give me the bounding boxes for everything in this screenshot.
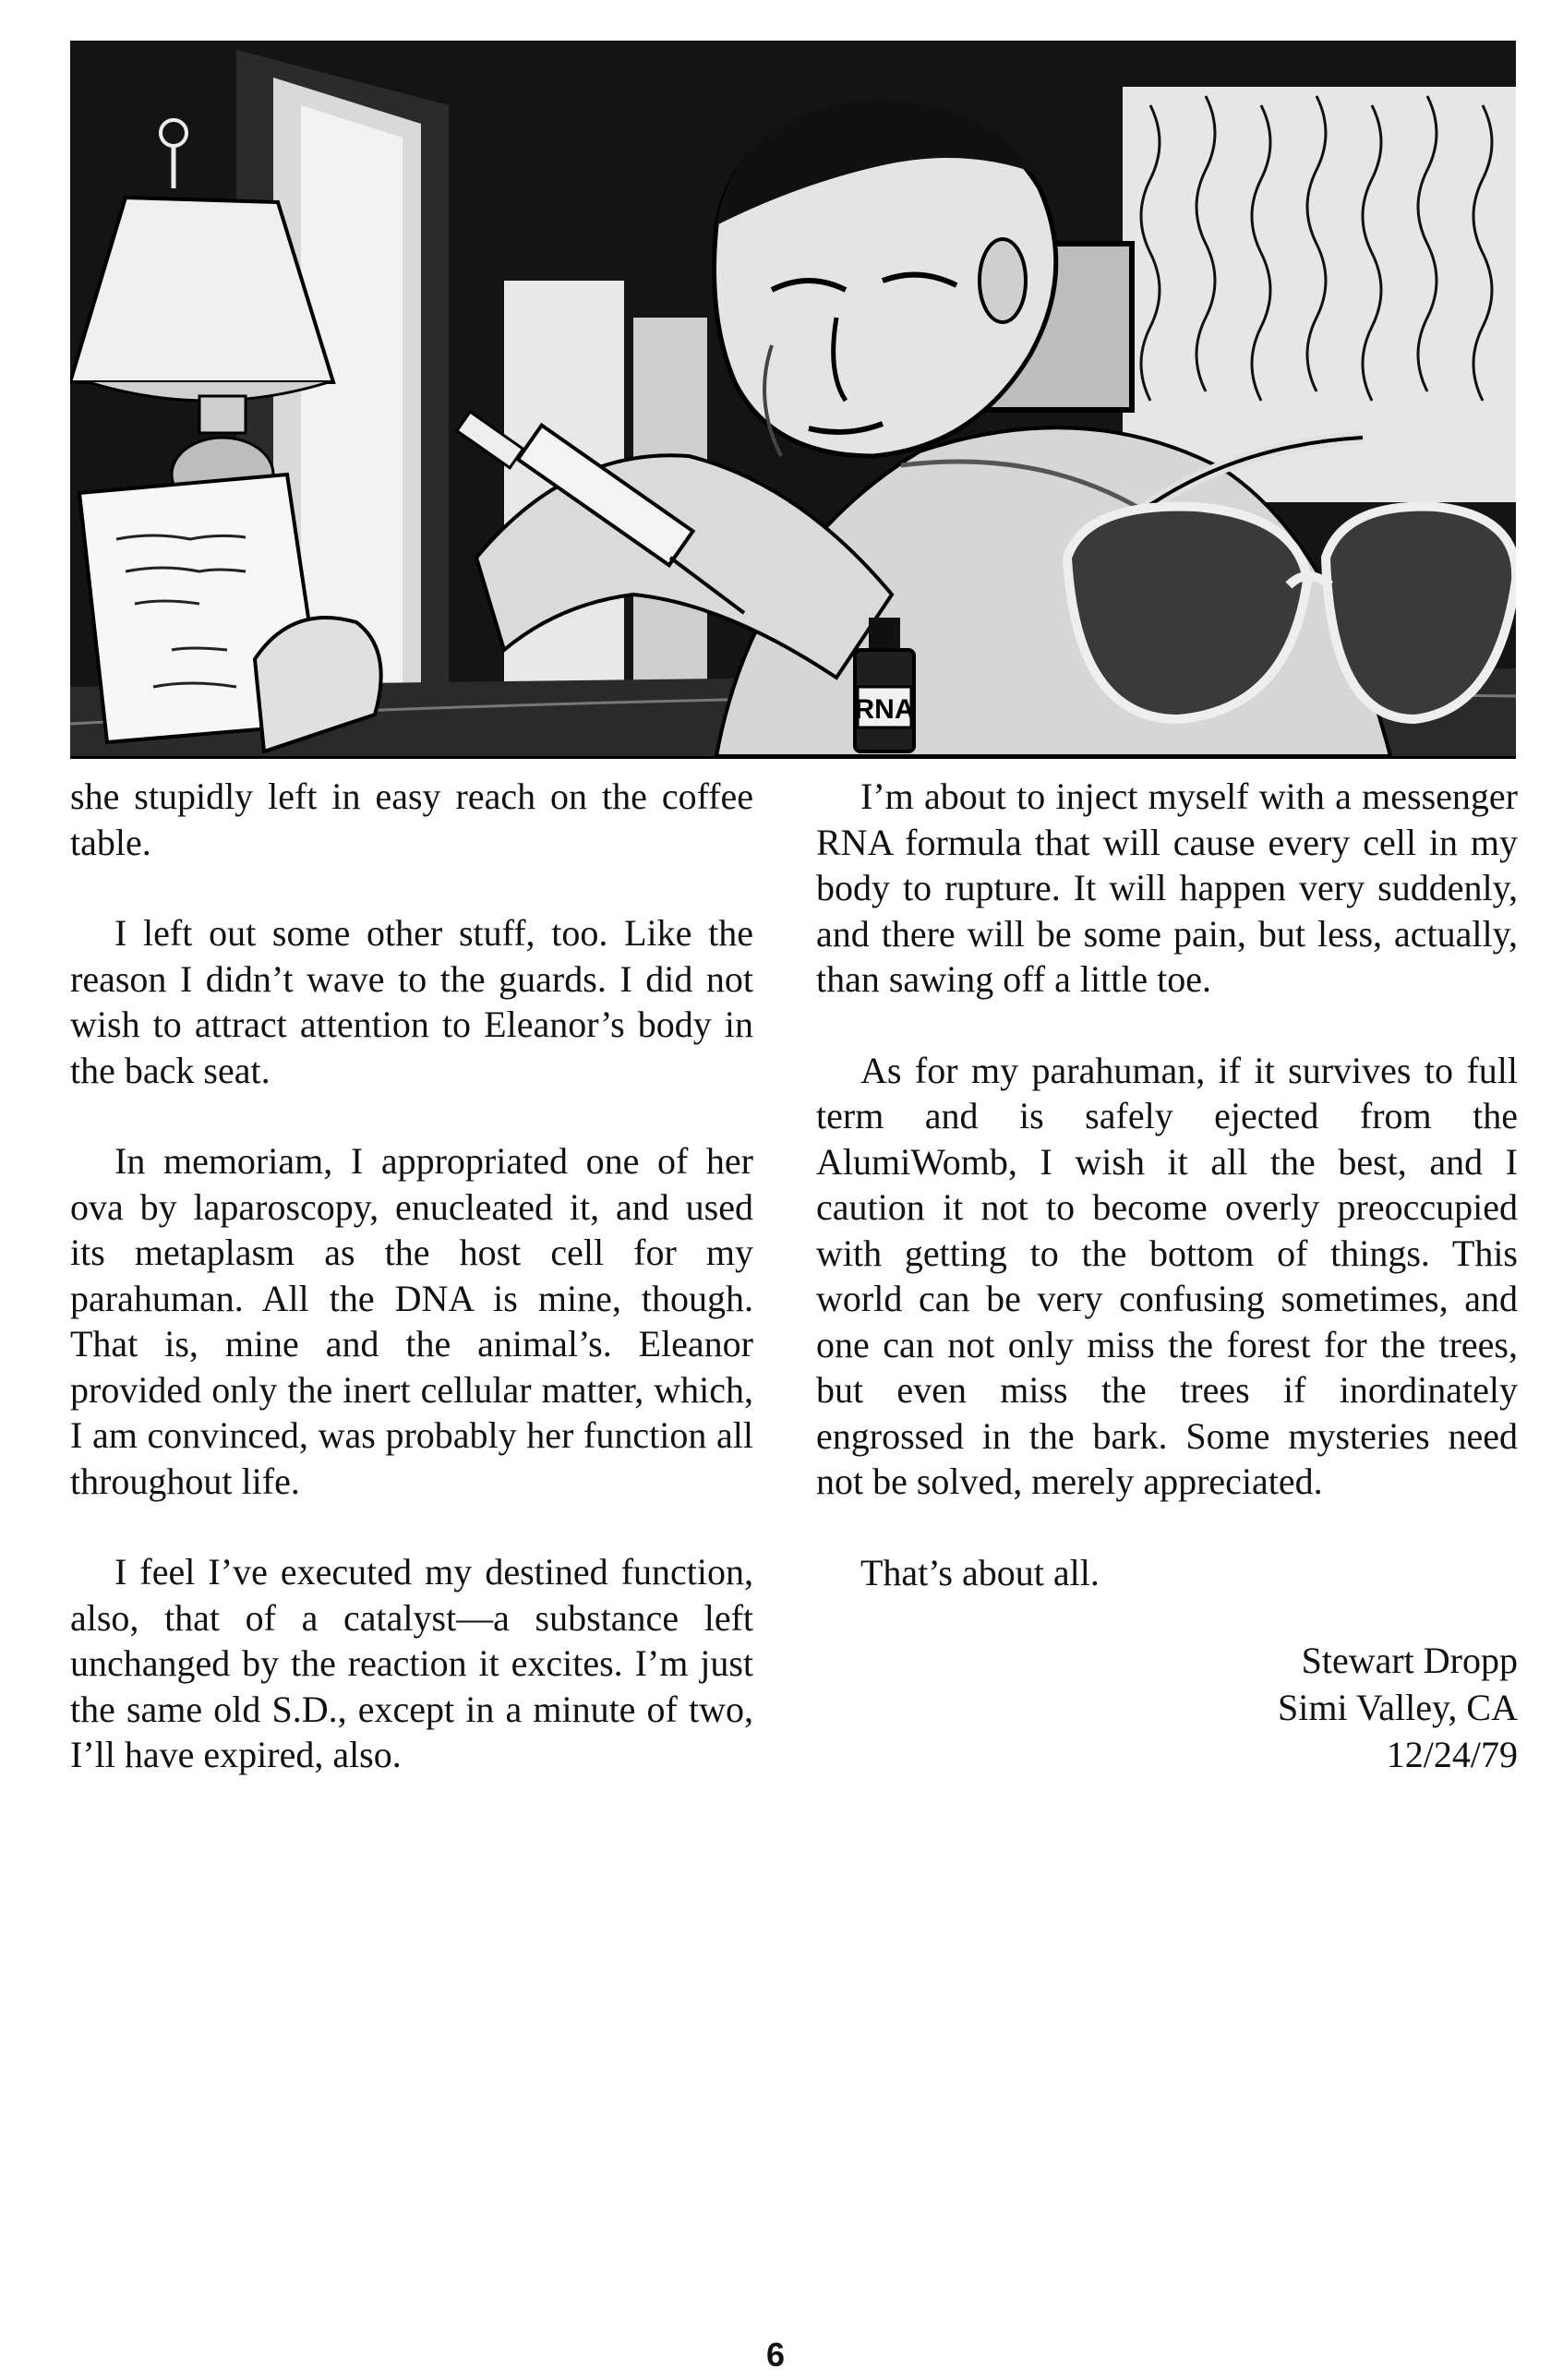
signature-name: Stewart Dropp [1301, 1640, 1518, 1681]
right-paragraph-3: That’s about all. [860, 1551, 1100, 1593]
illustration-drawing [70, 41, 1516, 756]
right-text-column [816, 774, 1518, 1641]
signature-place: Simi Valley, CA [1277, 1687, 1518, 1728]
rna-label: RNA [854, 694, 915, 725]
left-paragraph-1: she stupidly left in easy reach on the coffee table. [70, 775, 753, 863]
right-paragraph-1: I’m about to inject myself with a messenger RNA formula that will cause every cell in my body to rupture. It will happen very suddenly, and there will be some pain, but less, actually, than sawing off a little toe. [816, 775, 1518, 1000]
left-paragraph-4: I feel I’ve executed my destined function, also, that of a catalyst—a substance left unchanged by the reaction it excites. I’m just the same old S.D., except in a minute of two, I’ll have expired, also. [70, 1551, 753, 1775]
left-paragraph-3: In memoriam, I appropriated one of her ova by laparoscopy, enucleated it, and used its metaplasm as the host cell for my parahuman. All the DNA is mine, though. That is, mine and the animal’s. Eleanor provided only the inert cellular matter, which, I am convinced, was probably her function all throughout life. [70, 1140, 753, 1502]
signature-block [1278, 1637, 1518, 1778]
left-text-column [70, 774, 753, 1823]
comic-illustration [70, 41, 1516, 759]
page-number: 6 [765, 2336, 786, 2374]
right-paragraph-2: As for my parahuman, if it survives to full term and is safely ejected from the AlumiWomb, I wish it all the best, and I caution it not to become overly preoccupied with getting to the bottom of things. This world can be very confusing sometimes, and one can not only miss the forest for the trees, but even miss the trees if inordinately engrossed in the bark. Some mysteries need not be solved, merely appreciated. [816, 1049, 1518, 1502]
signature-date: 12/24/79 [1386, 1734, 1518, 1775]
left-paragraph-2: I left out some other stuff, too. Like the reason I didn’t wave to the guards. I did not wish to attract attention to Eleanor’s body in the back seat. [70, 912, 753, 1091]
